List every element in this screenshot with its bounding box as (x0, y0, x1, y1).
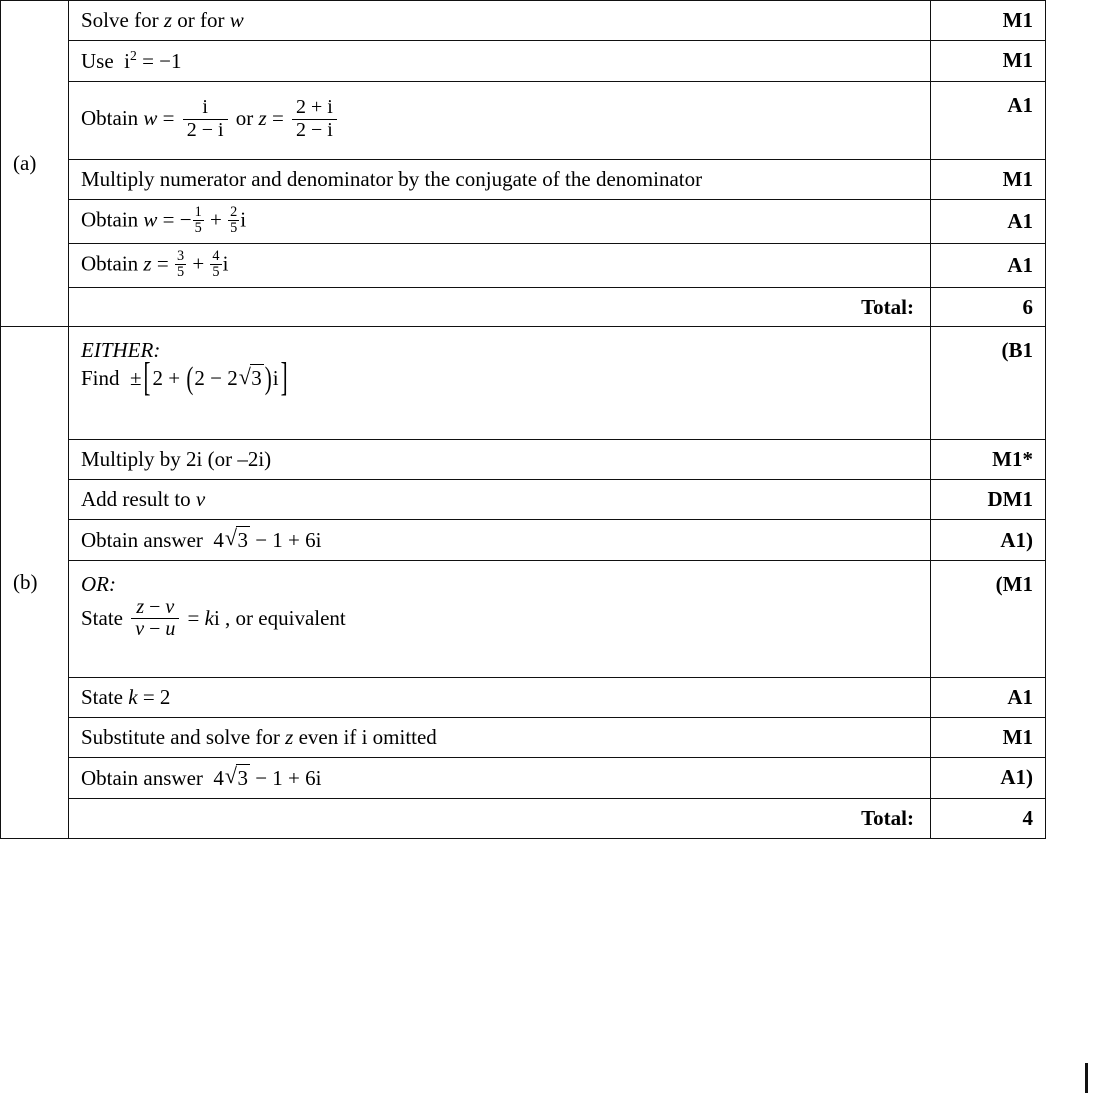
mark-cell: A1 (931, 81, 1046, 159)
mark-cell: M1 (931, 717, 1046, 757)
mark-cell: M1 (931, 40, 1046, 81)
solution-cell: Obtain w = $\frac{i}{2 - i}$ or z = $\frac{2 + i}{2 - i}$ (69, 81, 931, 159)
mark-cell: A1 (931, 199, 1046, 243)
table-row (1, 159, 1046, 199)
solution-cell: Obtain answer 4 √ 3 − 1 + 6i (69, 757, 931, 798)
mark-cell: A1) (931, 757, 1046, 798)
table-row (1, 757, 1046, 798)
table-row (1, 81, 1046, 159)
mark-cell: M1 (931, 1, 1046, 41)
solution-cell: Multiply by 2i (or –2i) (69, 440, 931, 480)
total-value: 6 (931, 287, 1046, 327)
table-row (1, 327, 1046, 440)
total-label: Total: (69, 287, 931, 327)
solution-cell: Obtain z = $\frac{3}{5}$ + $\frac{4}{5}$ i (69, 243, 931, 287)
table-row (1, 520, 1046, 561)
mark-cell: M1 (931, 159, 1046, 199)
table-row (1, 480, 1046, 520)
solution-cell: Substitute and solve for z even if i omitted (69, 717, 931, 757)
table-row (1, 717, 1046, 757)
solution-cell: OR: State $\frac{z - v}{v - u}$ = ki , or equivalent (69, 561, 931, 678)
mark-cell: A1 (931, 678, 1046, 718)
mark-cell: (M1 (931, 561, 1046, 678)
total-label: Total: (69, 798, 931, 838)
solution-cell: Obtain answer 4 √ 3 − 1 + 6i (69, 520, 931, 561)
part-label-a: (a) (1, 1, 69, 327)
table-row-total (1, 798, 1046, 838)
table-row (1, 40, 1046, 81)
solution-cell: Add result to v (69, 480, 931, 520)
table-row-total (1, 287, 1046, 327)
mark-cell: A1) (931, 520, 1046, 561)
solution-cell: EITHER: Find ±[2 + (2 − 2 √ 3 )i] (69, 327, 931, 440)
table-row (1, 678, 1046, 718)
table-row (1, 561, 1046, 678)
table-row (1, 1, 1046, 41)
total-value: 4 (931, 798, 1046, 838)
solution-cell: Obtain w = − $\frac{1}{5}$ + $\frac{2}{5}$ i (69, 199, 931, 243)
part-label-b: (b) (1, 327, 69, 838)
mark-cell: A1 (931, 243, 1046, 287)
mark-cell: DM1 (931, 480, 1046, 520)
page-edge-mark (1085, 1063, 1088, 1093)
table-row (1, 243, 1046, 287)
solution-cell: Multiply numerator and denominator by the conjugate of the denominator (69, 159, 931, 199)
table-row (1, 199, 1046, 243)
table-row (1, 440, 1046, 480)
solution-cell: Use $i^2 = -1$ (69, 40, 931, 81)
solution-cell: Solve for z or for w (69, 1, 931, 41)
mark-cell: M1* (931, 440, 1046, 480)
solution-cell: State k = 2 (69, 678, 931, 718)
mark-cell: (B1 (931, 327, 1046, 440)
